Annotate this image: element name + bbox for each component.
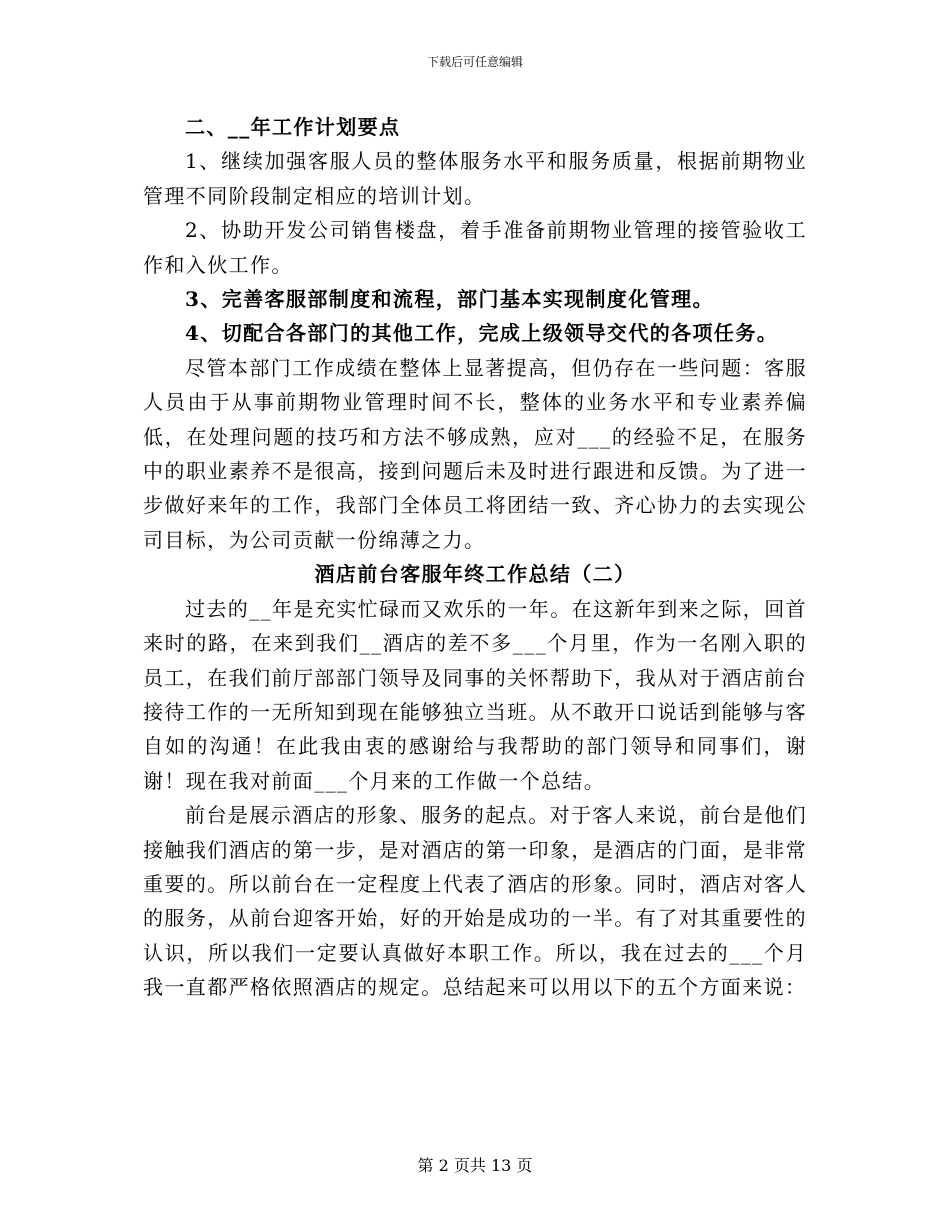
problems-paragraph: 尽管本部门工作成绩在整体上显著提高，但仍存在一些问题：客服人员由于从事前期物业管理时间不长，整体的业务水平和专业素养偏低，在处理问题的技巧和方法不够成熟，应对___的经验不足，在服务中的职业素养不是很高，接到问题后未及时进行跟进和反馈。为了进一步做好来年的工作，我部门全体员工将团结一致、齐心协力的去实现公司目标，为公司贡献一份绵薄之力。 bbox=[143, 355, 807, 552]
plan-item-4: 4、切配合各部门的其他工作，完成上级领导交代的各项任务。 bbox=[185, 321, 779, 346]
summary-paragraph-2: 前台是展示酒店的形象、服务的起点。对于客人来说，前台是他们接触我们酒店的第一步，是对酒店的第一印象，是酒店的门面，是非常重要的。所以前台在一定程度上代表了酒店的形象。同时，酒店对客人的服务，从前台迎客开始，好的开始是成功的一半。有了对其重要性的认识，所以我们一定要认真做好本职工作。所以，我在过去的___个月我一直都严格依照酒店的规定。总结起来可以用以下的五个方面来说： bbox=[143, 803, 807, 1000]
document-body bbox=[143, 110, 807, 1005]
article-title: 酒店前台客服年终工作总结（二） bbox=[314, 562, 636, 587]
page-number: 第 2 页共 13 页 bbox=[417, 1156, 533, 1175]
plan-item-1: 1、继续加强客服人员的整体服务水平和服务质量，根据前期物业管理不同阶段制定相应的培训计划。 bbox=[143, 149, 807, 208]
plan-item-2: 2、协助开发公司销售楼盘，着手准备前期物业管理的接管验收工作和入伙工作。 bbox=[143, 218, 807, 277]
summary-paragraph-1: 过去的__年是充实忙碌而又欢乐的一年。在这新年到来之际，回首来时的路，在来到我们__酒店的差不多___个月里，作为一名刚入职的员工，在我们前厅部部门领导及同事的关怀帮助下，我从对于酒店前台接待工作的一无所知到现在能够独立当班。从不敢开口说话到能够与客自如的沟通！在此我由衷的感谢给与我帮助的部门领导和同事们，谢谢！现在我对前面___个月来的工作做一个总结。 bbox=[143, 596, 807, 793]
page-header: 下载后可任意编辑 bbox=[426, 55, 523, 69]
plan-item-3: 3、完善客服部制度和流程，部门基本实现制度化管理。 bbox=[185, 287, 714, 312]
section-heading: 二、__年工作计划要点 bbox=[185, 115, 401, 139]
